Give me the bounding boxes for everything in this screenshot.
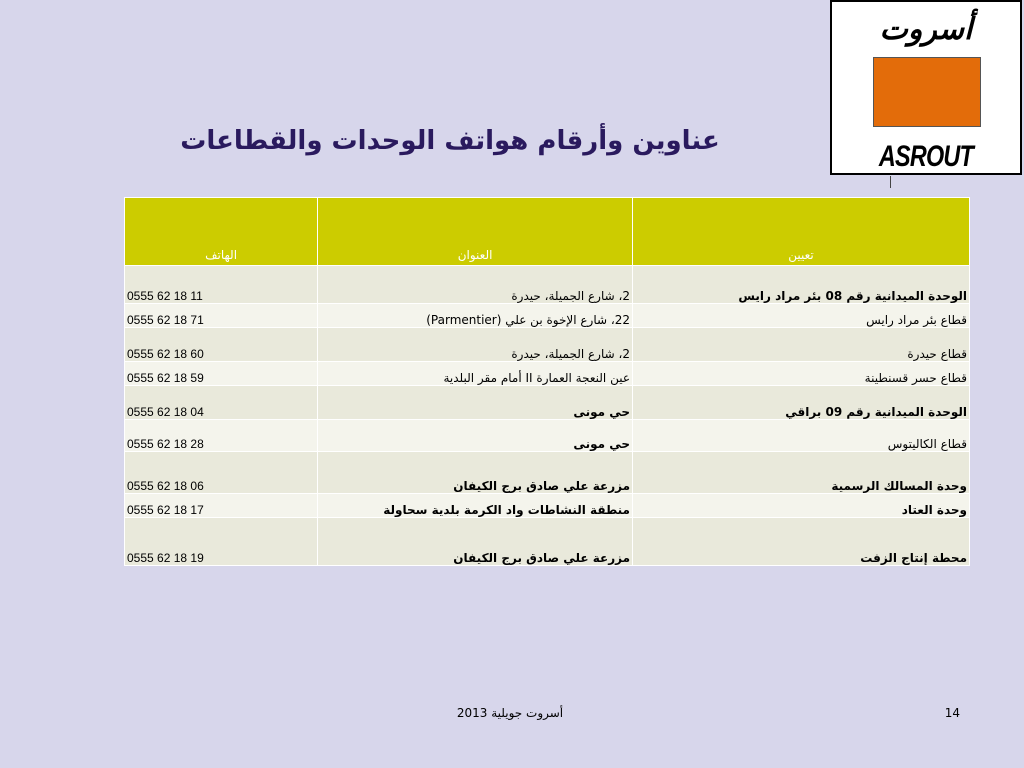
table-row: [125, 266, 970, 304]
logo-orange-square: [873, 57, 981, 127]
cell-address: منطقة النشاطات واد الكرمة بلدية سحاولة: [318, 494, 633, 518]
cell-address: حي مونى: [318, 386, 633, 420]
cell-address: 2، شارع الجميلة، حيدرة: [318, 328, 633, 362]
header-phone: الهاتف: [125, 198, 318, 266]
table-row: [125, 494, 970, 518]
header-address: العنوان: [318, 198, 633, 266]
cell-phone: 0555 62 18 60: [125, 328, 318, 362]
cell-phone: 0555 62 18 59: [125, 362, 318, 386]
logo-arabic-name: أسروت: [879, 12, 973, 47]
table-row: [125, 518, 970, 566]
cell-name: الوحدة الميدانية رقم 09 براقي: [633, 386, 970, 420]
cell-phone: 0555 62 18 19: [125, 518, 318, 566]
footer-text: أسروت جويلية 2013: [456, 706, 564, 720]
table-row: [125, 304, 970, 328]
cell-address: مزرعة علي صادق برج الكيفان: [318, 518, 633, 566]
cell-address: 22، شارع الإخوة بن علي (Parmentier): [318, 304, 633, 328]
cell-name: قطاع الكاليتوس: [633, 420, 970, 452]
cell-name: الوحدة الميدانية رقم 08 بئر مراد رايس: [633, 266, 970, 304]
table-row: [125, 452, 970, 494]
page-number: 14: [944, 706, 960, 720]
cell-phone: 0555 62 18 06: [125, 452, 318, 494]
cell-name: قطاع حسر قسنطينة: [633, 362, 970, 386]
logo: [830, 0, 1022, 175]
cell-name: وحدة العتاد: [633, 494, 970, 518]
header-name: تعيين: [633, 198, 970, 266]
page-title: عناوين وأرقام هواتف الوحدات والقطاعات: [180, 126, 720, 156]
cell-name: قطاع بئر مراد رايس: [633, 304, 970, 328]
table-row: [125, 420, 970, 452]
cell-phone: 0555 62 18 17: [125, 494, 318, 518]
cell-name: محطة إنتاج الزفت: [633, 518, 970, 566]
table-row: [125, 386, 970, 420]
units-table: [124, 197, 970, 566]
table-body: [125, 266, 970, 566]
table-header-row: [125, 198, 970, 266]
cell-address: حي مونى: [318, 420, 633, 452]
cell-address: مزرعة علي صادق برج الكيفان: [318, 452, 633, 494]
table-row: [125, 328, 970, 362]
logo-tick-mark: [890, 176, 891, 188]
cell-address: عين النعجة العمارة II أمام مقر البلدية: [318, 362, 633, 386]
cell-name: قطاع حيدرة: [633, 328, 970, 362]
cell-phone: 0555 62 18 28: [125, 420, 318, 452]
table-row: [125, 362, 970, 386]
cell-name: وحدة المسالك الرسمية: [633, 452, 970, 494]
cell-phone: 0555 62 18 71: [125, 304, 318, 328]
cell-phone: 0555 62 18 11: [125, 266, 318, 304]
cell-address: 2، شارع الجميلة، حيدرة: [318, 266, 633, 304]
logo-latin-name: ASROUT: [878, 140, 974, 173]
cell-phone: 0555 62 18 04: [125, 386, 318, 420]
